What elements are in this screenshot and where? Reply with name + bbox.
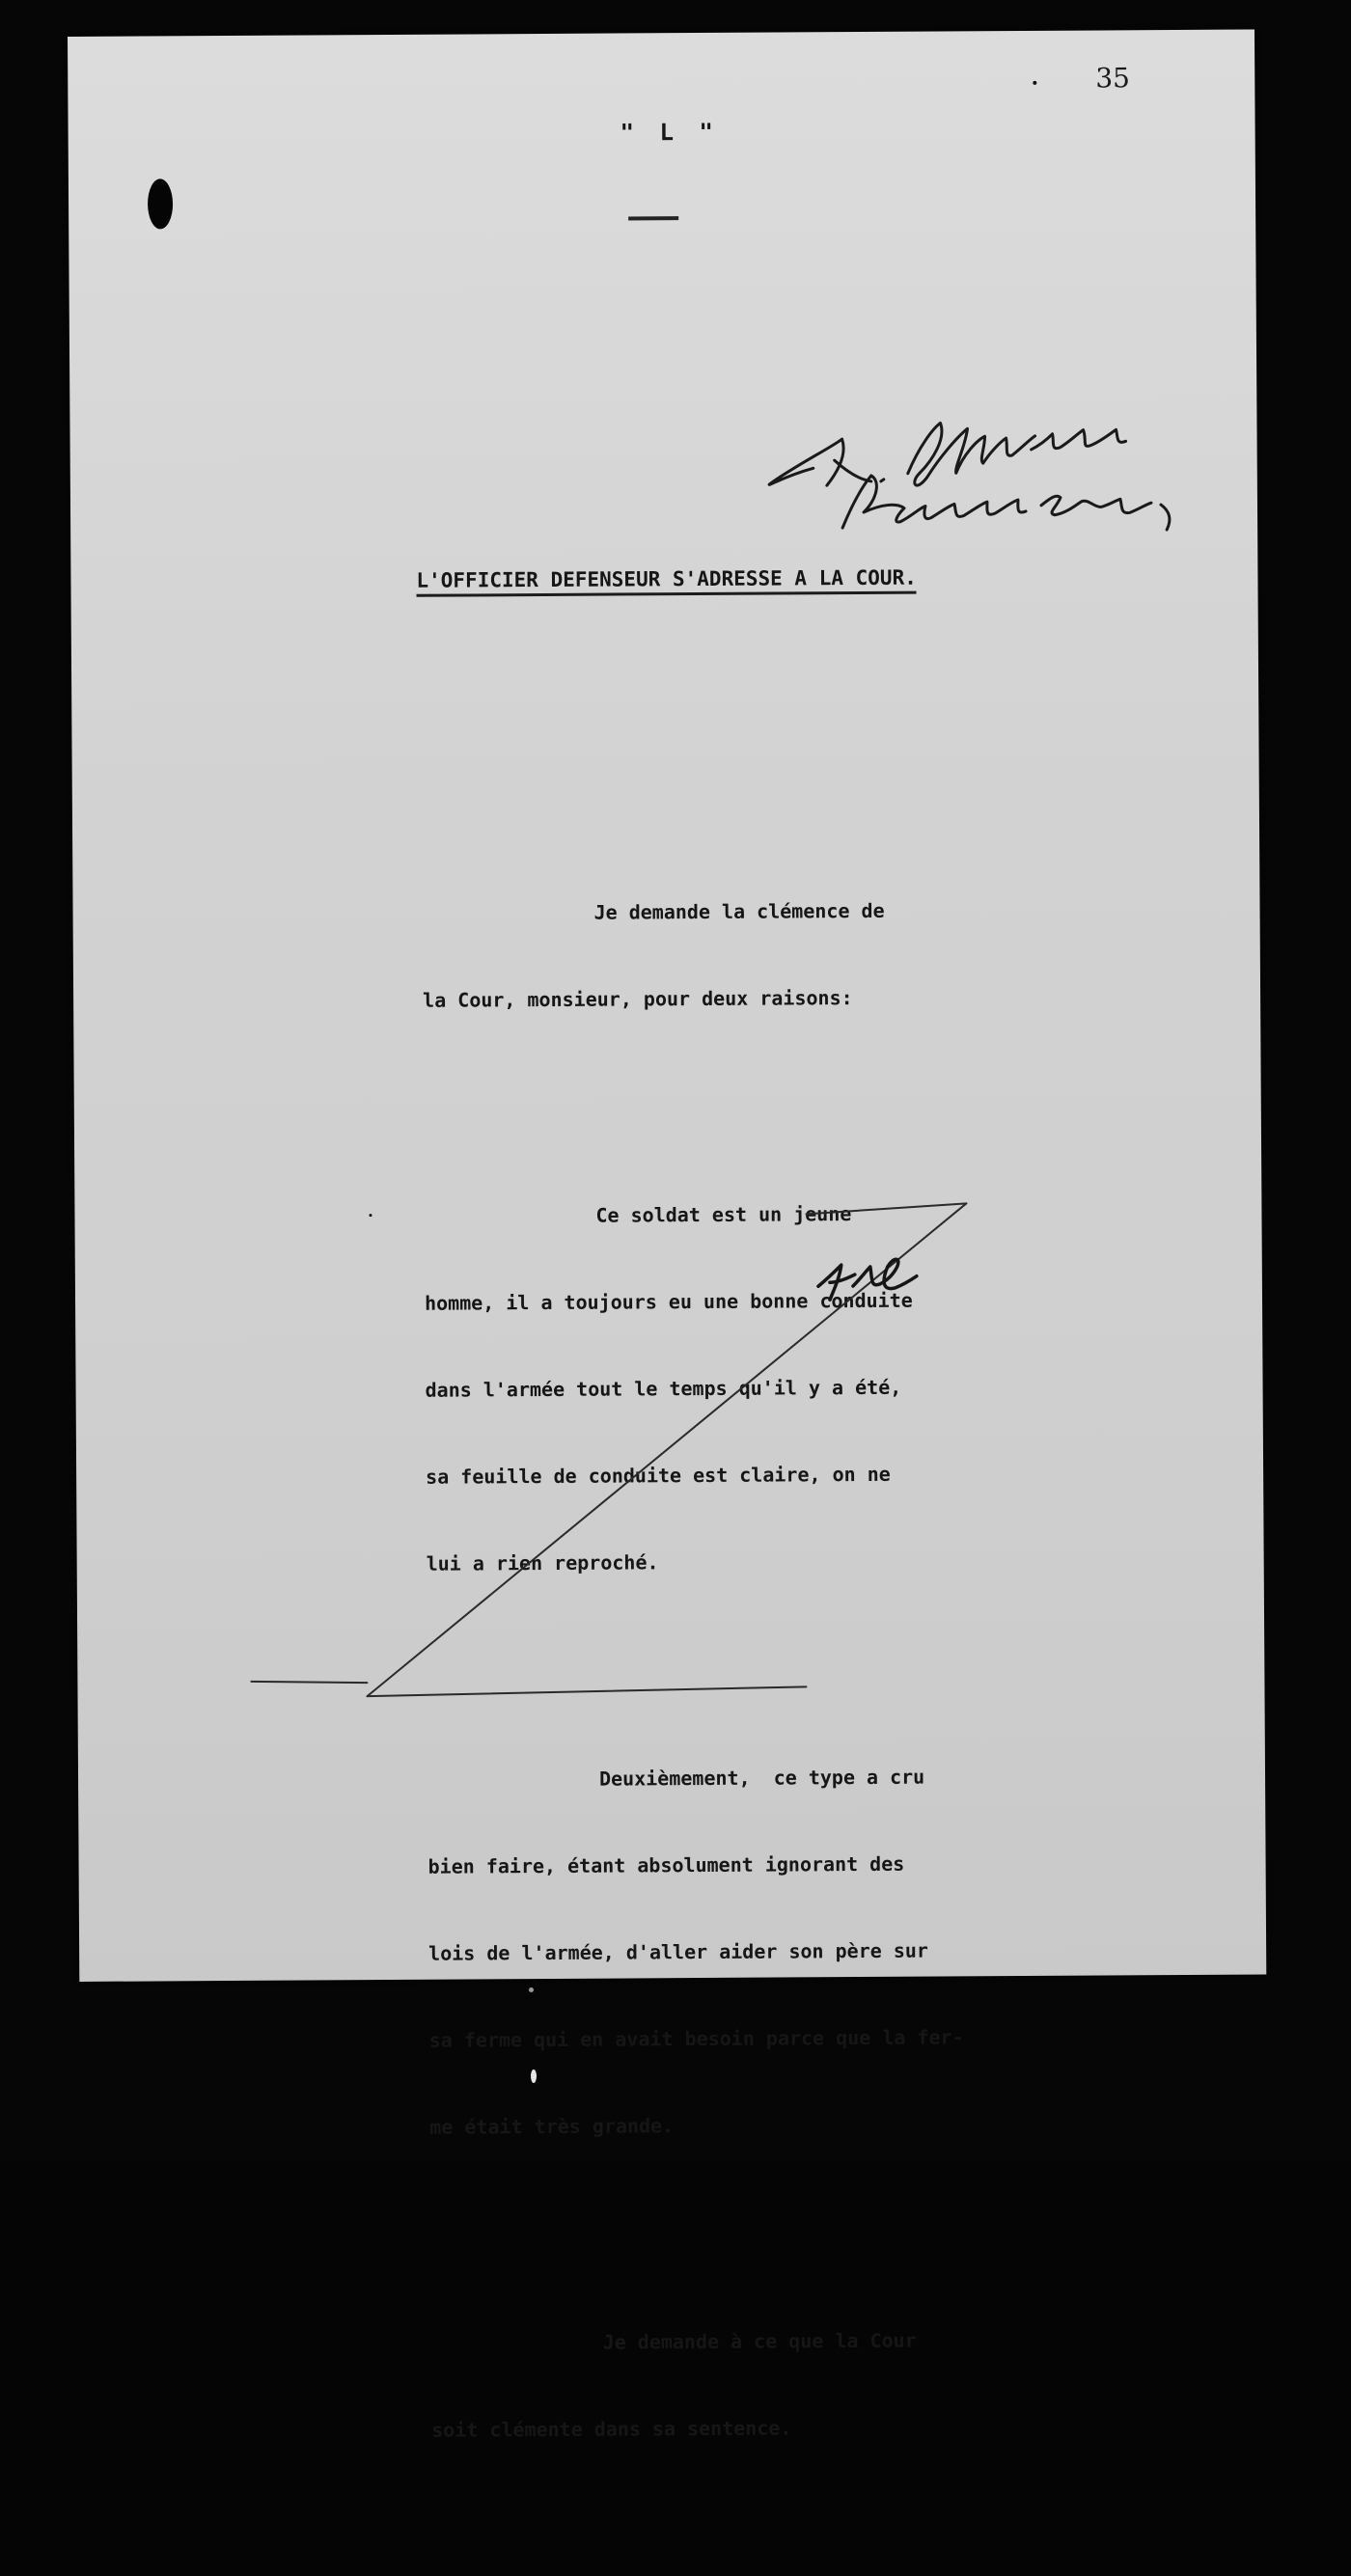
text-line: me était très grande. (429, 2114, 675, 2139)
text-line: bien faire, étant absolument ignorant des (427, 1851, 905, 1878)
initials-signature (818, 1259, 917, 1300)
text-line: sa ferme qui en avait besoin parce que la fer- (428, 2025, 964, 2052)
text-line: homme, il a toujours eu une bonne conduite (424, 1288, 913, 1315)
paragraph-4 (430, 2267, 966, 2502)
scan-speck (531, 2069, 537, 2083)
text-line: Je demande la clémence de (593, 898, 885, 924)
section-letter: " L " (620, 118, 719, 147)
document-page (68, 29, 1266, 2442)
text-line: dans l'armée tout le temps qu'il y a été, (425, 1375, 902, 1402)
text-line: la Cour, monsieur, pour deux raisons: (423, 986, 853, 1012)
text-line: Je demande à ce que la Cour (602, 2328, 917, 2354)
text-line: sa feuille de conduite est claire, on ne (426, 1462, 891, 1489)
scan-speck (369, 1214, 372, 1217)
text-line: lui a rien reproché. (426, 1550, 659, 1576)
cancellation-z-mark (68, 29, 1266, 1981)
document-heading: L'OFFICIER DEFENSEUR S'ADRESSE A LA COUR. (416, 566, 917, 597)
page-number: 35 (1095, 62, 1131, 95)
text-line: Deuxièmement, ce type a cru (598, 1765, 925, 1791)
text-line: lois de l'armée, d'aller aider son père sur (428, 1938, 928, 1965)
text-line: Ce soldat est un jeune (595, 1202, 852, 1227)
scan-speck (1033, 81, 1036, 85)
text-line: soit clémente dans sa sentence. (431, 2416, 792, 2442)
scan-speck (529, 1987, 534, 1992)
